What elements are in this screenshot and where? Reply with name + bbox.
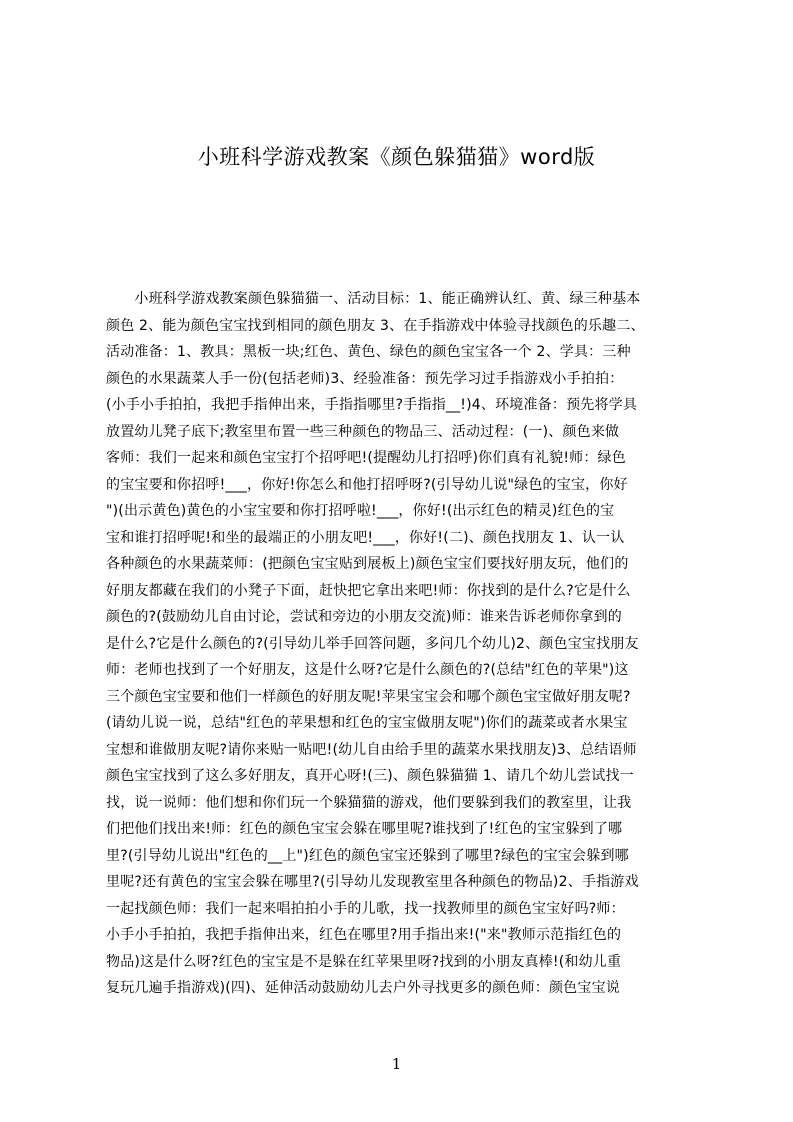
page-number: 1 — [391, 1055, 402, 1073]
body-line-9: ")(出示黄色)黄色的小宝宝要和你打招呼啦!___，你好!(出示红色的精灵)红色的宝 — [106, 503, 615, 519]
body-line-4: 颜色的水果蔬菜人手一份(包括老师)3、经验准备：预先学习过手指游戏小手拍拍： — [106, 370, 624, 387]
document-body — [106, 286, 699, 1002]
body-line-19: 颜色宝宝找到了这么多好朋友，真开心呀!(三)、颜色躲猫猫 1、请几个幼儿尝试找一 — [106, 768, 634, 784]
body-line-23: 里呢?还有黄色的宝宝会躲在哪里?(引导幼儿发现教室里各种颜色的物品)2、手指游戏 — [106, 874, 639, 890]
body-line-14: 是什么?它是什么颜色的?(引导幼儿举手回答问题，多问几个幼儿)2、颜色宝宝找朋友 — [106, 635, 639, 652]
body-line-15: 师：老师也找到了一个好朋友，这是什么呀?它是什么颜色的?(总结"红色的苹果")这 — [106, 662, 629, 678]
body-line-13: 颜色的?(鼓励幼儿自由讨论，尝试和旁边的小朋友交流)师：谁来告诉老师你拿到的 — [106, 609, 622, 625]
body-line-27: 复玩几遍手指游戏)(四)、延伸活动鼓励幼儿去户外寻找更多的颜色师：颜色宝宝说 — [106, 980, 620, 996]
body-line-1: 小班科学游戏教案颜色躲猫猫一、活动目标：1、能正确辨认红、黄、绿三种基本 — [106, 291, 641, 307]
body-line-18: 宝想和谁做朋友呢?请你来贴一贴吧!(幼儿自由给手里的蔬菜水果找朋友)3、总结语师 — [106, 741, 637, 758]
body-line-10: 宝和谁打招呼呢!和坐的最端正的小朋友吧!___，你好!(二)、颜色找朋友 1、认一认 — [106, 529, 625, 546]
body-line-2: 颜色 2、能为颜色宝宝找到相同的颜色朋友 3、在手指游戏中体验寻找颜色的乐趣二、 — [106, 317, 645, 334]
body-line-25: 小手小手拍拍，我把手指伸出来，红色在哪里?用手指出来!("来"教师示范指红色的 — [106, 927, 622, 943]
document-title: 小班科学游戏教案《颜色躲猫猫》word版 — [197, 145, 596, 169]
body-line-16: 三个颜色宝宝要和他们一样颜色的好朋友呢!苹果宝宝会和哪个颜色宝宝做好朋友呢? — [106, 688, 631, 705]
body-line-5: (小手小手拍拍，我把手指伸出来，手指指哪里?手指指__!)4、环境准备：预先将学具 — [106, 397, 638, 413]
body-line-12: 好朋友都藏在我们的小凳子下面，赶快把它拿出来吧!师：你找到的是什么?它是什么 — [106, 582, 631, 599]
body-line-11: 各种颜色的水果蔬菜师：(把颜色宝宝贴到展板上)颜色宝宝们要找好朋友玩，他们的 — [106, 556, 629, 572]
body-line-8: 的宝宝要和你招呼!___，你好!你怎么和他打招呼呀?(引导幼儿说"绿色的宝宝，你好 — [106, 476, 628, 493]
body-line-24: 一起找颜色师：我们一起来唱拍拍小手的儿歌，找一找教师里的颜色宝宝好吗?师： — [106, 900, 625, 917]
body-line-20: 找，说一说师：他们想和你们玩一个躲猫猫的游戏，他们要躲到我们的教室里，让我 — [106, 794, 632, 811]
body-line-17: (请幼儿说一说，总结"红色的苹果想和红色的宝宝做朋友呢")你们的蔬菜或者水果宝 — [106, 715, 628, 731]
body-line-21: 们把他们找出来!师：红色的颜色宝宝会躲在哪里呢?谁找到了!红色的宝宝躲到了哪 — [106, 821, 623, 837]
body-line-22: 里?(引导幼儿说出"红色的__上")红色的颜色宝宝还躲到了哪里?绿色的宝宝会躲到哪 — [106, 847, 629, 864]
body-line-26: 物品)这是什么呀?红色的宝宝是不是躲在红苹果里呀?找到的小朋友真棒!(和幼儿重 — [106, 953, 622, 970]
body-line-6: 放置幼儿凳子底下;教室里布置一些三种颜色的物品三、活动过程：(一)、颜色来做 — [106, 423, 620, 440]
body-line-3: 活动准备：1、教具：黑板一块;红色、黄色、绿色的颜色宝宝各一个 2、学具：三种 — [106, 344, 631, 360]
body-line-7: 客师：我们一起来和颜色宝宝打个招呼吧!(提醒幼儿打招呼)你们真有礼貌!师：绿色 — [106, 450, 626, 466]
